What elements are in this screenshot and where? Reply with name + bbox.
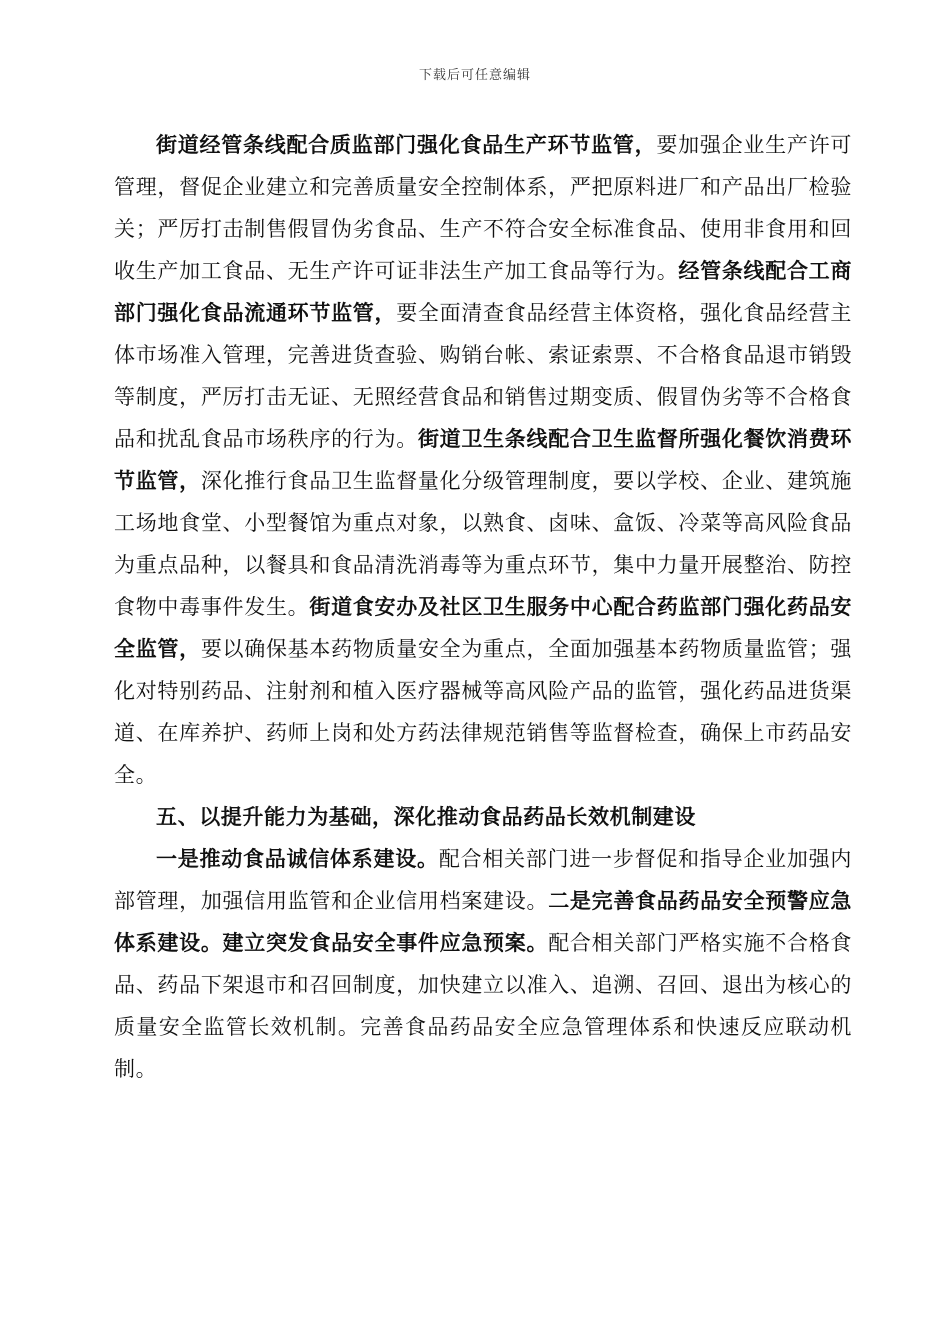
bold-phrase-warning: 二是完善食品药品安全预警应急体系建设。建立突发食品安全事件应急预案。 (114, 888, 853, 955)
bold-phrase-catering: 街道卫生条线配合卫生监督所强化餐饮消费环节监管， (114, 426, 853, 493)
section-heading: 五、以提升能力为基础，深化推动食品药品长效机制建设 (156, 804, 696, 829)
bold-phrase-drug: 街道食安办及社区卫生服务中心配合药监部门强化药品安全监管， (114, 594, 853, 661)
bold-phrase-circulation: 经管条线配合工商部门强化食品流通环节监管， (114, 258, 852, 325)
text-circulation: 要全面清查食品经营主体资格，强化食品经营主体市场准入管理，完善进货查验、购销台帐、索证索票、不合格食品退市销毁等制度，严厉打击无证、无照经营食品和销售过期变质、假冒伪劣等不合格食品和扰乱食品市场秩序的行为。 (114, 301, 852, 451)
text-drug: 要以确保基本药物质量安全为重点，全面加强基本药物质量监管；强化对特别药品、注射剂和植入医疗器械等高风险产品的监管，强化药品进货渠道、在库养护、药师上岗和处方药法律规范销售等监督检查，确保上市药品安全。 (114, 637, 852, 787)
text-integrity: 配合相关部门进一步督促和指导企业加强内部管理，加强信用监管和企业信用档案建设。 (114, 847, 852, 913)
bold-phrase-integrity: 一是推动食品诚信体系建设。 (156, 846, 439, 871)
text-production: 要加强企业生产许可管理，督促企业建立和完善质量安全控制体系，严把原料进厂和产品出厂检验关；严厉打击制售假冒伪劣食品、生产不符合安全标准食品、使用非食用和回收生产加工食品、无生产许可证非法生产加工食品等行为。 (114, 133, 852, 283)
paragraph-mechanism (114, 838, 852, 1090)
text-catering: 深化推行食品卫生监督量化分级管理制度，要以学校、企业、建筑施工场地食堂、小型餐馆为重点对象，以熟食、卤味、盒饭、冷菜等高风险食品为重点品种，以餐具和食品清洗消毒等为重点环节，集中力量开展整治、防控食物中毒事件发生。 (114, 469, 852, 619)
bold-phrase-production: 街道经管条线配合质监部门强化食品生产环节监管， (156, 132, 657, 157)
paragraph-supervision (114, 124, 852, 796)
text-warning: 配合相关部门严格实施不合格食品、药品下架退市和召回制度，加快建立以准入、追溯、召回、退出为核心的质量安全监管长效机制。完善食品药品安全应急管理体系和快速反应联动机制。 (114, 931, 853, 1081)
page-header: 下载后可任意编辑 (418, 68, 531, 83)
document-body (114, 124, 852, 1090)
